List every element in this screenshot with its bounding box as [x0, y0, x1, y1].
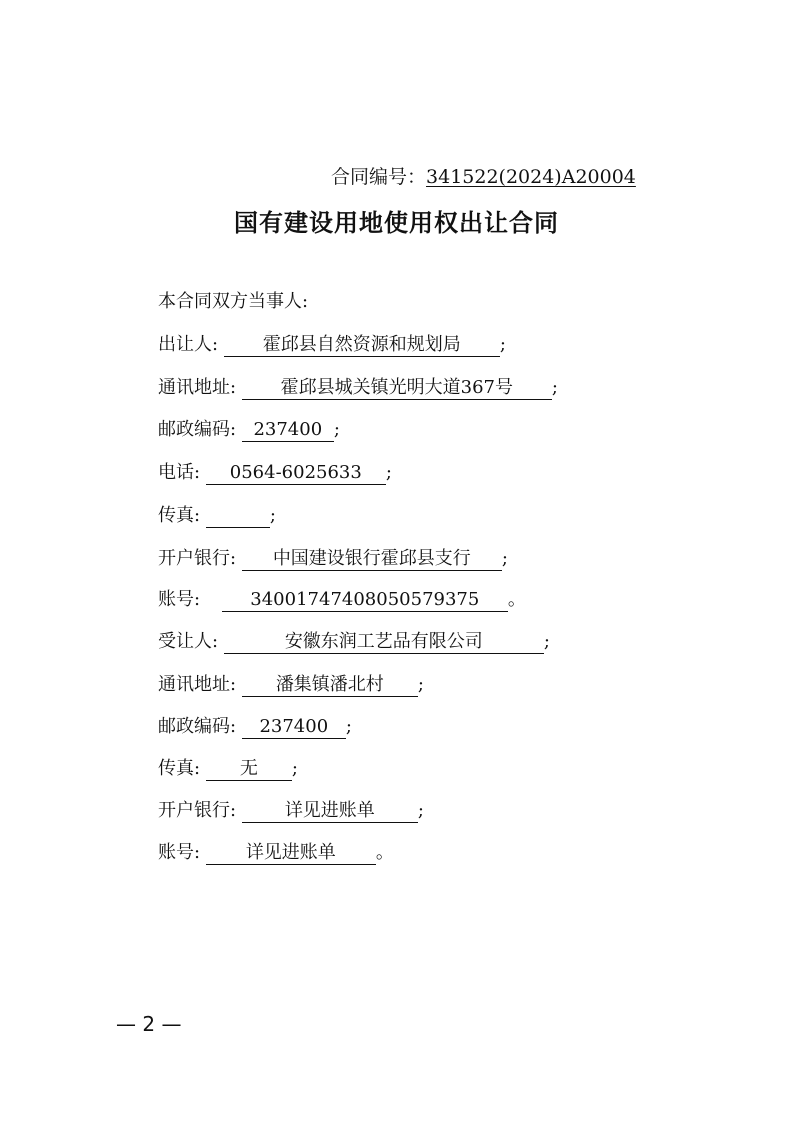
transferor-address-row: [158, 376, 558, 400]
semicolon: ;: [269, 505, 276, 526]
field-label: 电话:: [158, 462, 201, 483]
contract-number: [331, 162, 636, 189]
transferor-fax-row: [158, 504, 276, 528]
transferee-postcode-row: [158, 715, 352, 739]
contract-number-label: 合同编号：: [331, 166, 427, 188]
semicolon: ;: [417, 800, 424, 821]
transferor-name-row: [158, 333, 506, 357]
transferor-bank-row: [158, 547, 508, 571]
field-label: 邮政编码:: [158, 716, 237, 737]
transferee-name-row: [158, 630, 550, 654]
semicolon: ;: [333, 419, 340, 440]
transferee-name-value: 安徽东润工艺品有限公司: [224, 631, 544, 654]
semicolon: ;: [543, 631, 550, 652]
transferee-account-row: [158, 841, 394, 865]
transferee-bank-row: [158, 799, 424, 823]
field-label: 传真:: [158, 758, 201, 779]
transferor-postcode-row: [158, 418, 340, 442]
field-label: 开户银行:: [158, 548, 237, 569]
transferor-phone-value: 0564-6025633: [206, 462, 386, 485]
field-label: 出让人:: [158, 334, 219, 355]
field-label: 账号:: [158, 842, 201, 863]
field-label: 通讯地址:: [158, 377, 237, 398]
field-label: 传真:: [158, 505, 201, 526]
semicolon: ;: [499, 334, 506, 355]
transferor-name-value: 霍邱县自然资源和规划局: [224, 334, 500, 357]
transferee-fax-value: 无: [206, 758, 292, 781]
transferee-postcode-value: 237400: [242, 716, 346, 739]
semicolon: ;: [501, 548, 508, 569]
transferee-fax-row: [158, 757, 298, 781]
period: 。: [507, 589, 526, 610]
semicolon: ;: [291, 758, 298, 779]
transferee-account-value: 详见进账单: [206, 842, 376, 865]
transferor-bank-value: 中国建设银行霍邱县支行: [242, 548, 502, 571]
transferor-account-value: 34001747408050579375: [222, 589, 508, 612]
contract-number-value: 341522(2024)A20004: [426, 166, 636, 188]
period: 。: [375, 842, 394, 863]
intro-text: 本合同双方当事人:: [158, 291, 309, 312]
field-label: 通讯地址:: [158, 674, 237, 695]
transferee-bank-value: 详见进账单: [242, 800, 418, 823]
field-label: 邮政编码:: [158, 419, 237, 440]
transferee-address-row: [158, 673, 424, 697]
transferor-fax-value: [206, 505, 270, 528]
field-label: 开户银行:: [158, 800, 237, 821]
transferor-account-row: [158, 588, 526, 612]
document-title: 国有建设用地使用权出让合同: [234, 209, 559, 237]
field-label: 受让人:: [158, 631, 219, 652]
transferor-address-value: 霍邱县城关镇光明大道367号: [242, 377, 552, 400]
field-label: 账号:: [158, 589, 201, 610]
page-number: — 2 —: [116, 1012, 182, 1036]
transferor-phone-row: [158, 461, 392, 485]
transferor-postcode-value: 237400: [242, 419, 334, 442]
transferee-address-value: 潘集镇潘北村: [242, 674, 418, 697]
semicolon: ;: [345, 716, 352, 737]
semicolon: ;: [551, 377, 558, 398]
semicolon: ;: [417, 674, 424, 695]
semicolon: ;: [385, 462, 392, 483]
